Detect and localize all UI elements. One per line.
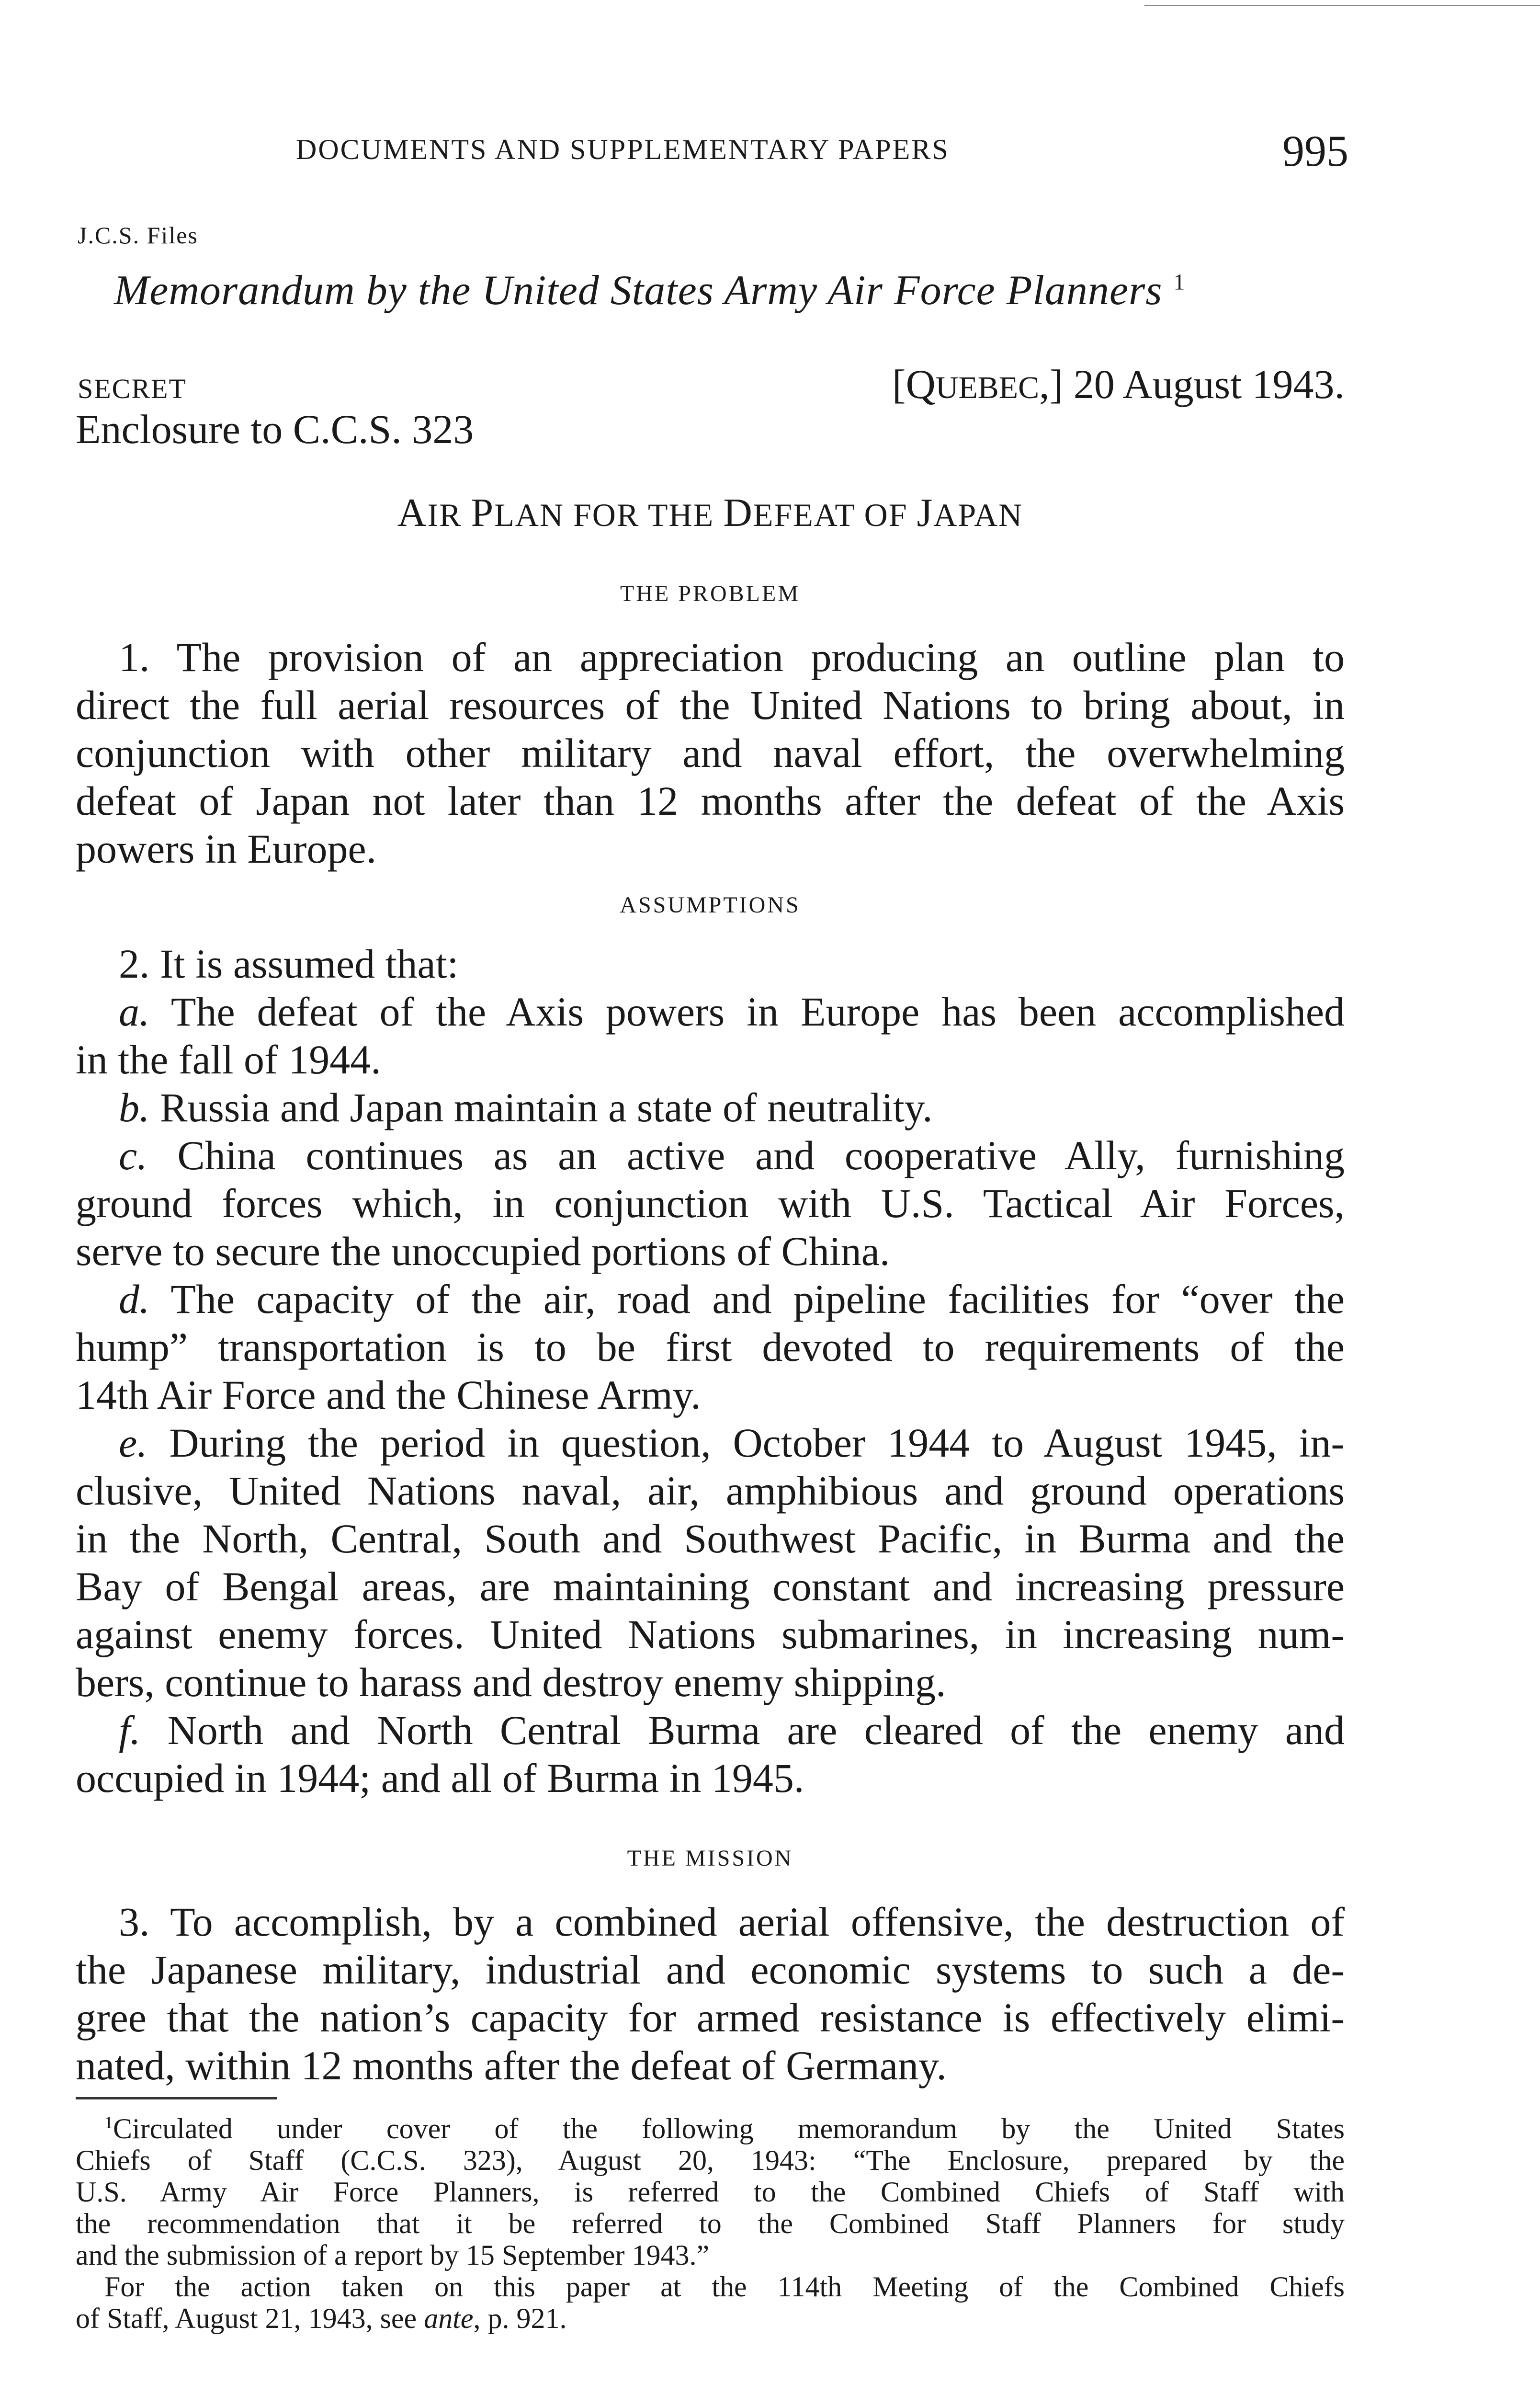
footnote-line: and the submission of a report by 15 September 1943.” — [76, 2239, 710, 2271]
list-item-e — [76, 1419, 1345, 1467]
footnote-line: the recommendation that it be referred to the Combined Staff Planners for study — [76, 2208, 1345, 2239]
paragraph-line: clusive, United Nations naval, air, amphibious and ground operations — [76, 1468, 1345, 1514]
paragraph-line: defeat of Japan not later than 12 months after the defeat of the Axis — [76, 778, 1345, 824]
paragraph-line: 2. It is assumed that: — [119, 941, 459, 987]
plan-title-part: IR — [427, 497, 462, 533]
footnote-line: U.S. Army Air Force Planners, is referred to the Combined Chiefs of Staff with — [76, 2176, 1345, 2208]
document-title — [114, 266, 1185, 315]
plan-title-part: P — [471, 490, 495, 535]
item-text: The capacity of the air, road and pipeline facilities for “over the — [170, 1276, 1345, 1322]
plan-title-part: OF — [864, 497, 908, 533]
footnote-marker: 1 — [104, 2113, 113, 2132]
item-text: During the period in question, October 1944 to August 1945, in- — [169, 1420, 1345, 1466]
section-heading-assumptions: ASSUMPTIONS — [620, 892, 801, 918]
paragraph-line: powers in Europe. — [76, 826, 377, 872]
plan-title-part: EFEAT — [753, 497, 855, 533]
paragraph-line: ground forces which, in conjunction with U.S. Tactical Air Forces, — [76, 1180, 1345, 1226]
section-heading-problem: THE PROBLEM — [620, 581, 800, 606]
paragraph-problem — [76, 633, 1345, 873]
footnote-rule — [76, 2097, 277, 2099]
list-item-b — [76, 1083, 1345, 1131]
footnote-ante-link[interactable]: ante — [424, 2303, 474, 2334]
dateline — [892, 360, 1345, 408]
item-text: North and North Central Burma are cleared of the enemy and — [167, 1707, 1345, 1753]
paragraph-line: against enemy forces. United Nations submarines, in increasing num- — [76, 1611, 1345, 1657]
item-mark: b. — [119, 1084, 150, 1130]
dateline-bracket-close: ,] — [1039, 361, 1064, 407]
document-page — [76, 0, 1348, 2395]
plan-title-part: A — [397, 490, 428, 535]
dateline-date: 20 August 1943. — [1073, 361, 1345, 407]
paragraph-line: nated, within 12 months after the defeat of Germany. — [76, 2042, 947, 2088]
item-mark: e. — [119, 1420, 147, 1466]
footnote-line: Chiefs of Staff (C.C.S. 323), August 20, 1943: “The Enclosure, prepared by the — [76, 2144, 1345, 2176]
paragraph-line: occupied in 1944; and all of Burma in 1945. — [76, 1755, 804, 1801]
list-item-a — [76, 988, 1345, 1036]
paragraph-line: the Japanese military, industrial and economic systems to such a de- — [76, 1947, 1345, 1993]
classification-label: SECRET — [78, 373, 187, 404]
paragraph-line: hump” transportation is to be first devoted to requirements of the — [76, 1324, 1345, 1370]
dateline-place-initial: Q — [906, 361, 936, 407]
running-head: DOCUMENTS AND SUPPLEMENTARY PAPERS — [296, 134, 950, 165]
list-item-d — [76, 1275, 1345, 1323]
footnote-line — [76, 2303, 1345, 2334]
footnote-2: For the action taken on this paper at the 114th Meeting of the Combined Chiefs — [104, 2271, 1345, 2303]
item-text: China continues as an active and cooperative Ally, furnishing — [177, 1132, 1345, 1178]
item-mark: c. — [119, 1132, 147, 1178]
dateline-bracket: [ — [892, 361, 906, 407]
paragraph-line: bers, continue to harass and destroy enemy shipping. — [76, 1659, 946, 1705]
plan-title-part: LAN — [494, 497, 564, 533]
list-item-c — [76, 1131, 1345, 1179]
paragraph-mission — [76, 1898, 1345, 2089]
dateline-place: UEBEC — [935, 370, 1040, 405]
item-mark: f. — [119, 1707, 141, 1753]
paragraph-line: gree that the nation’s capacity for armed resistance is effectively elimi- — [76, 1995, 1345, 2041]
section-heading-mission: THE MISSION — [627, 1846, 793, 1871]
plan-title-part: FOR THE — [573, 497, 714, 533]
plan-title-part: J — [917, 490, 934, 535]
footnotes — [76, 2107, 1345, 2334]
paragraph-line: 1. The provision of an appreciation producing an outline plan to — [119, 634, 1345, 680]
paragraph-line: Bay of Bengal areas, are maintaining constant and increasing pressure — [76, 1563, 1345, 1609]
plan-title-part: D — [723, 490, 753, 535]
item-mark: d. — [119, 1276, 150, 1322]
plan-title — [76, 490, 1345, 536]
source-citation: J.C.S. Files — [78, 222, 198, 249]
document-title-text: Memorandum by the United States Army Air Force Planners — [114, 267, 1163, 314]
footnote-1 — [76, 2107, 1345, 2144]
footnote-text: , p. 921. — [473, 2303, 567, 2334]
footnote-text: of Staff, August 21, 1943, see — [76, 2303, 424, 2334]
plan-title-part: APAN — [933, 497, 1023, 533]
enclosure-line: Enclosure to C.C.S. 323 — [76, 406, 474, 452]
title-footnote-ref[interactable]: 1 — [1173, 269, 1186, 295]
paragraph-assumptions — [76, 940, 1345, 1802]
paragraph-line: serve to secure the unoccupied portions of China. — [76, 1228, 890, 1274]
list-item-f — [76, 1706, 1345, 1754]
page-number: 995 — [1282, 126, 1348, 175]
item-text: The defeat of the Axis powers in Europe has been accomplished — [170, 989, 1345, 1035]
paragraph-line: conjunction with other military and naval effort, the overwhelming — [76, 730, 1345, 776]
paragraph-line: in the fall of 1944. — [76, 1037, 381, 1083]
item-mark: a. — [119, 989, 150, 1035]
paragraph-line: direct the full aerial resources of the United Nations to bring about, in — [76, 682, 1345, 728]
paragraph-line: 3. To accomplish, by a combined aerial offensive, the destruction of — [119, 1899, 1345, 1945]
paragraph-line: 14th Air Force and the Chinese Army. — [76, 1372, 701, 1418]
footnote-text: Circulated under cover of the following memorandum by the United States — [113, 2113, 1345, 2144]
paragraph-line: in the North, Central, South and Southwest Pacific, in Burma and the — [76, 1516, 1345, 1562]
item-text: Russia and Japan maintain a state of neutrality. — [160, 1084, 933, 1130]
